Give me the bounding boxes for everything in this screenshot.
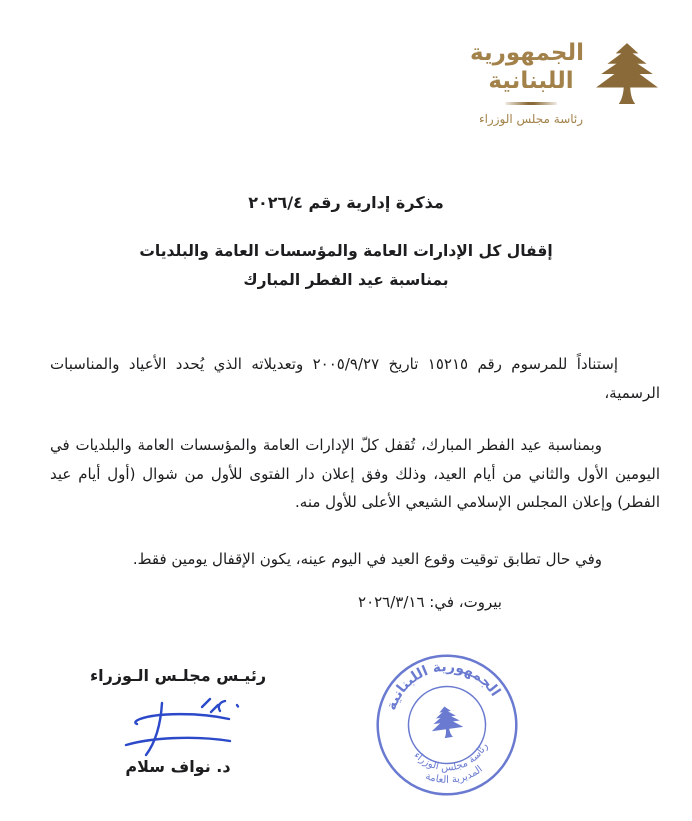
title-block [0, 193, 692, 289]
stamp-text-presidency: رئاسة مجلس الوزراء [411, 741, 491, 774]
stamp-cedar-icon [429, 704, 465, 739]
memo-body [50, 350, 660, 617]
memo-title: مذكرة إدارية رقم ٢٠٢٦/٤ [248, 193, 444, 212]
paragraph-legal-basis: إستناداً للمرسوم رقم ١٥٢١٥ تاريخ ٢٠٠٥/٩/٢٧ وتعديلاته الذي يُحدد الأعياد والمناسبات الرسمية، [50, 355, 660, 402]
memo-subject-line1: إقفال كل الإدارات العامة والمؤسسات العامة والبلديات [139, 242, 553, 260]
republic-calligraphy [470, 40, 584, 95]
republic-line1: الجمهورية [470, 40, 584, 66]
republic-line2: اللبنانية [488, 67, 574, 94]
cedar-icon [594, 40, 660, 106]
logo-office-label: رئاسة مجلس الوزراء [478, 112, 584, 127]
stamp-text-republic: الجمهورية اللبنانية [383, 658, 504, 713]
signatory-name: د. نواف سلام [125, 757, 231, 776]
stamp-text-directorate: المديرية العامة [423, 763, 485, 786]
place-date-line: بيروت، في: ٢٠٢٦/٣/١٦ [358, 593, 502, 611]
paragraph-coincidence-condition: وفي حال تطابق توقيت وقوع العيد في اليوم عينه، يكون الإقفال يومين فقط. [132, 549, 602, 568]
memo-subject-line2: بمناسبة عيد الفطر المبارك [243, 271, 449, 289]
signature-block [78, 666, 278, 776]
logo-divider [505, 102, 557, 105]
svg-text:الجمهورية اللبنانية [378, 651, 504, 714]
official-stamp [360, 638, 534, 812]
signatory-title: رئيـس مجلـس الـوزراء [89, 666, 267, 685]
header-logo [470, 40, 660, 127]
paragraph-closure-decision: وبمناسبة عيد الفطر المبارك، تُقفل كلّ الإدارات العامة والمؤسسات العامة والبلديات في اليومين الأول والثاني من أيام العيد، وذلك وفق إعلان دار الفتوى للأول من شوال (أول أيام عيد الفطر) وإعلان المجلس الإسلامي الشيعي الأعلى للأول منه. [50, 436, 660, 511]
logo-text-column [470, 40, 584, 127]
